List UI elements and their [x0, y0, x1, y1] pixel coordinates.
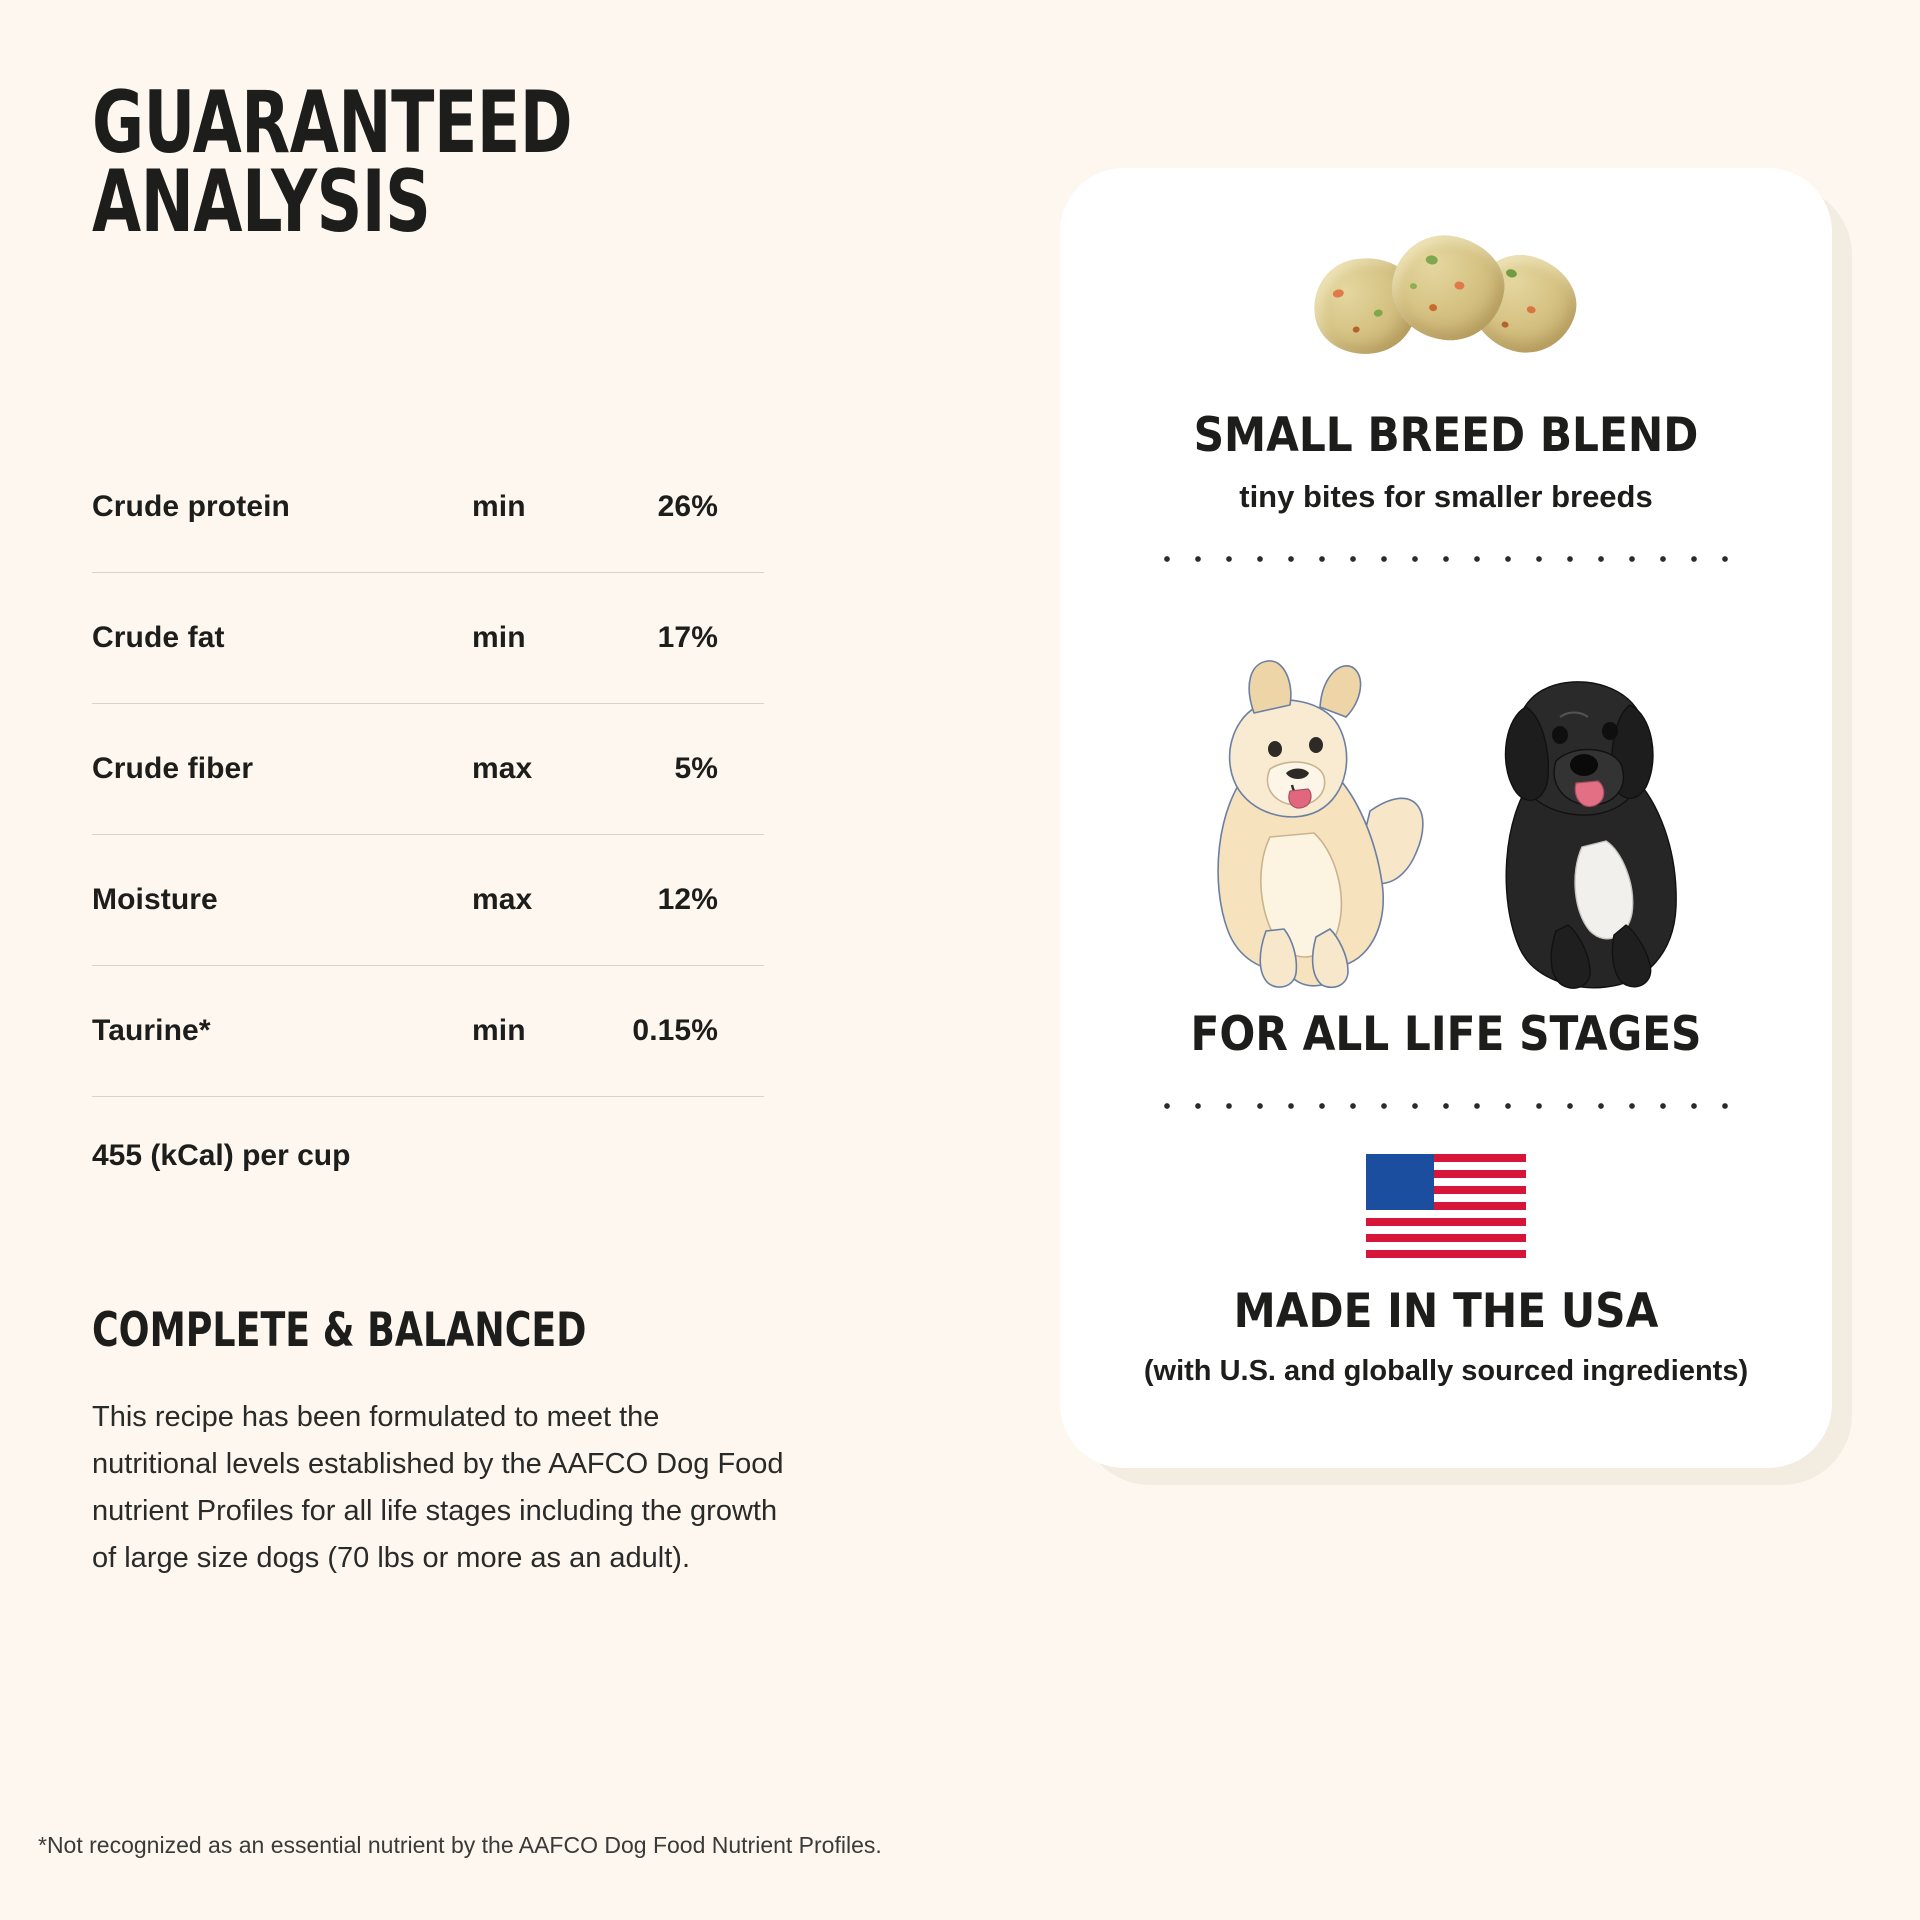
nutrient-value: 5%	[674, 752, 718, 786]
two-dogs-icon	[1088, 581, 1804, 1001]
kibble-icon	[1088, 168, 1804, 402]
page-title-line-1: GUARANTEED	[92, 73, 573, 173]
nutrient-name: Taurine*	[92, 1014, 211, 1048]
feature-heading-small-breed: SMALL BREED BLEND	[1193, 408, 1699, 463]
footnote-text: *Not recognized as an essential nutrient by the AAFCO Dog Food Nutrient Profiles.	[38, 1832, 882, 1858]
table-row	[92, 835, 764, 966]
table-row	[92, 573, 764, 704]
table-row	[92, 704, 764, 835]
usa-flag-icon	[1088, 1154, 1804, 1258]
feature-subtext-small-breed: tiny bites for smaller breeds	[1239, 479, 1653, 514]
nutrient-name: Crude fiber	[92, 752, 254, 786]
feature-heading-made-in-usa: MADE IN THE USA	[1233, 1284, 1659, 1339]
nutrient-qualifier: min	[472, 1014, 526, 1048]
feature-subtext-made-in-usa: (with U.S. and globally sourced ingredients)	[1143, 1355, 1749, 1387]
nutrient-qualifier: max	[472, 883, 533, 917]
guaranteed-analysis-section	[92, 73, 792, 1582]
nutrient-name: Crude fat	[92, 621, 225, 655]
nutrient-qualifier: min	[472, 490, 526, 524]
dotted-divider	[1140, 1102, 1752, 1110]
black-dog-illustration	[1464, 601, 1734, 1001]
complete-balanced-body: This recipe has been formulated to meet the nutritional levels established by the AAFCO Dog Food nutrient Profiles for all life stages including the growth of large size dogs (70 lbs or more as an adult).	[92, 1401, 784, 1575]
table-row	[92, 442, 764, 573]
nutrient-value: 12%	[657, 883, 718, 917]
nutrient-value: 26%	[657, 490, 718, 524]
calorie-content: 455 (kCal) per cup	[92, 1139, 351, 1173]
nutrient-name: Crude protein	[92, 490, 290, 524]
feature-heading-life-stages: FOR ALL LIFE STAGES	[1190, 1007, 1702, 1062]
dotted-divider	[1140, 555, 1752, 563]
table-row	[92, 966, 764, 1097]
page-title-line-2: ANALYSIS	[92, 152, 431, 253]
guaranteed-analysis-table	[92, 442, 764, 1173]
complete-balanced-title: COMPLETE & BALANCED	[92, 1303, 587, 1359]
nutrient-name: Moisture	[92, 883, 218, 917]
nutrient-value: 17%	[657, 621, 718, 655]
page-title	[92, 73, 666, 253]
nutrient-value: 0.15%	[632, 1014, 718, 1048]
nutrient-qualifier: max	[472, 752, 533, 786]
light-dog-illustration	[1158, 601, 1458, 1001]
nutrient-qualifier: min	[472, 621, 526, 655]
feature-card	[1060, 168, 1832, 1468]
